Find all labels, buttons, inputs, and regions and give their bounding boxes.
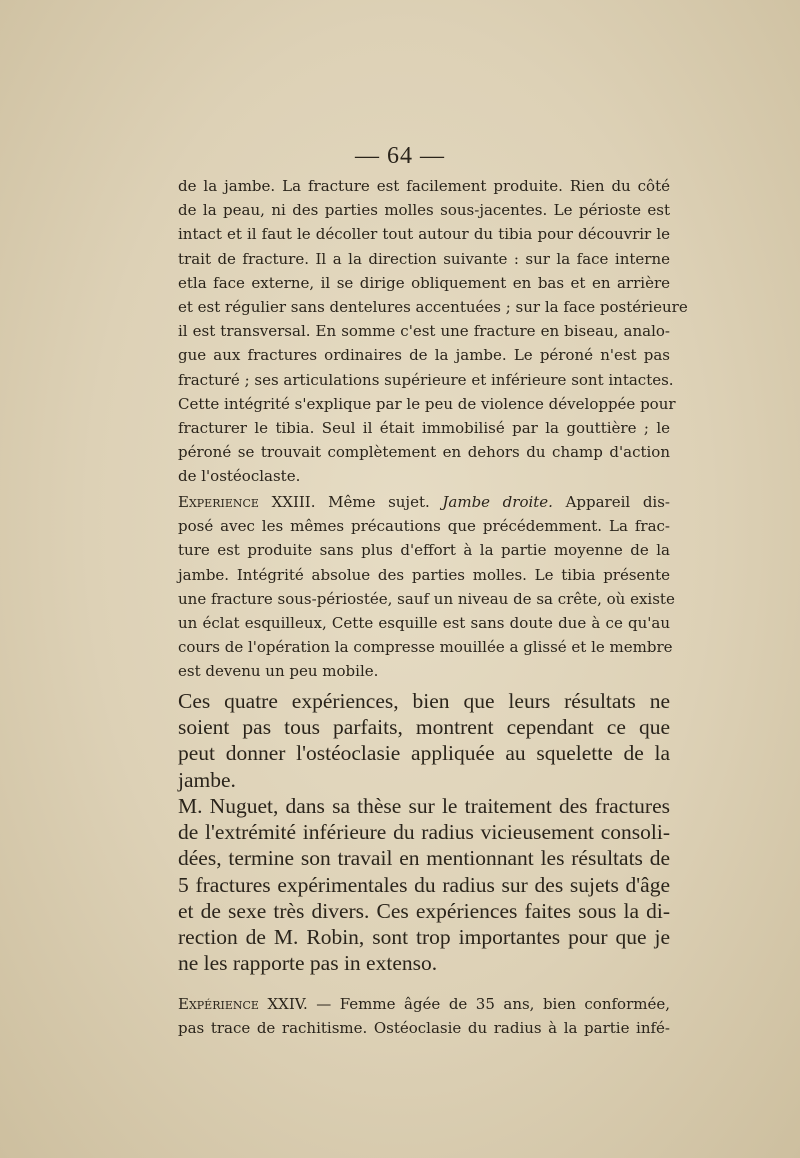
- text-line: soient pas tous parfaits, montrent cependant ce que: [178, 715, 670, 740]
- text-line: et est régulier sans dentelures accentuées ; sur la face postérieure: [178, 298, 688, 317]
- text-line: Cette intégrité s'explique par le peu de violence développée pour: [178, 394, 676, 413]
- paragraph-1: [178, 174, 688, 489]
- text-line: péroné se trouvait complètement en dehors du champ d'action: [178, 443, 670, 462]
- text-line: cours de l'opération la compresse mouillée a glissé et le membre: [178, 638, 673, 657]
- text-line: M. Nuguet, dans sa thèse sur le traitement des fractures: [178, 794, 670, 818]
- text-line: rection de M. Robin, sont trop importantes pour que je: [178, 925, 670, 950]
- text-line: jambe.: [178, 767, 236, 792]
- text-line: intact et il faut le décoller tout autour du tibia pour découvrir le: [178, 225, 670, 244]
- text-line: et de sexe très divers. Ces expériences faites sous la di-: [178, 898, 670, 923]
- text-line: de l'extrémité inférieure du radius vicieusement consoli-: [178, 820, 670, 845]
- experience-label: Experience: [178, 493, 259, 511]
- paragraph-experience-xxiii: [178, 490, 675, 684]
- text-line: de la peau, ni des parties molles sous-jacentes. Le périoste est: [178, 201, 670, 220]
- text-line: posé avec les mêmes précautions que précédemment. La frac-: [178, 517, 670, 536]
- paragraph-large-1: [178, 688, 670, 793]
- text-line: Expérience XXIV. — Femme âgée de 35 ans, bien conformée,: [178, 995, 670, 1013]
- text-line: Ces quatre expériences, bien que leurs résultats ne: [178, 689, 670, 713]
- text-line: ne les rapporte pas in extenso.: [178, 951, 438, 976]
- text-line: fracturer le tibia. Seul il était immobilisé par la gouttière ; le: [178, 419, 670, 438]
- text-line: une fracture sous-périostée, sauf un niveau de sa crête, où existe: [178, 589, 675, 608]
- paragraph-experience-xxiv: [178, 992, 670, 1040]
- text-line: fracturé ; ses articulations supérieure et inférieure sont intactes.: [178, 370, 674, 389]
- text-line: trait de fracture. Il a la direction suivante : sur la face interne: [178, 249, 670, 268]
- paragraph-large-2: [178, 793, 670, 976]
- italic-term: Jambe droite.: [442, 493, 553, 511]
- text-line: est devenu un peu mobile.: [178, 662, 379, 681]
- text-line: un éclat esquilleux, Cette esquille est sans doute due à ce qu'au: [178, 614, 670, 633]
- text-line: 5 fractures expérimentales du radius sur des sujets d'âge: [178, 872, 670, 897]
- experience-label: Expérience: [178, 995, 259, 1013]
- text-line: etla face externe, il se dirige obliquement en bas et en arrière: [178, 273, 670, 292]
- text-line: jambe. Intégrité absolue des parties molles. Le tibia présente: [178, 565, 670, 584]
- text-line: ture est produite sans plus d'effort à la partie moyenne de la: [178, 541, 670, 560]
- text-line: gue aux fractures ordinaires de la jambe. Le péroné n'est pas: [178, 346, 670, 365]
- text-line: pas trace de rachitisme. Ostéoclasie du radius à la partie infé-: [178, 1019, 670, 1038]
- text-line: de la jambe. La fracture est facilement produite. Rien du côté: [178, 177, 670, 195]
- text-line: dées, termine son travail en mentionnant les résultats de: [178, 846, 670, 871]
- text-line: peut donner l'ostéoclasie appliquée au squelette de la: [178, 741, 670, 766]
- text-line: Experience XXIII. Même sujet. Jambe droite. Appareil dis-: [178, 493, 670, 511]
- text-line: il est transversal. En somme c'est une fracture en biseau, analo-: [178, 322, 670, 341]
- text-line: de l'ostéoclaste.: [178, 467, 301, 486]
- page-number: — 64 —: [355, 143, 445, 169]
